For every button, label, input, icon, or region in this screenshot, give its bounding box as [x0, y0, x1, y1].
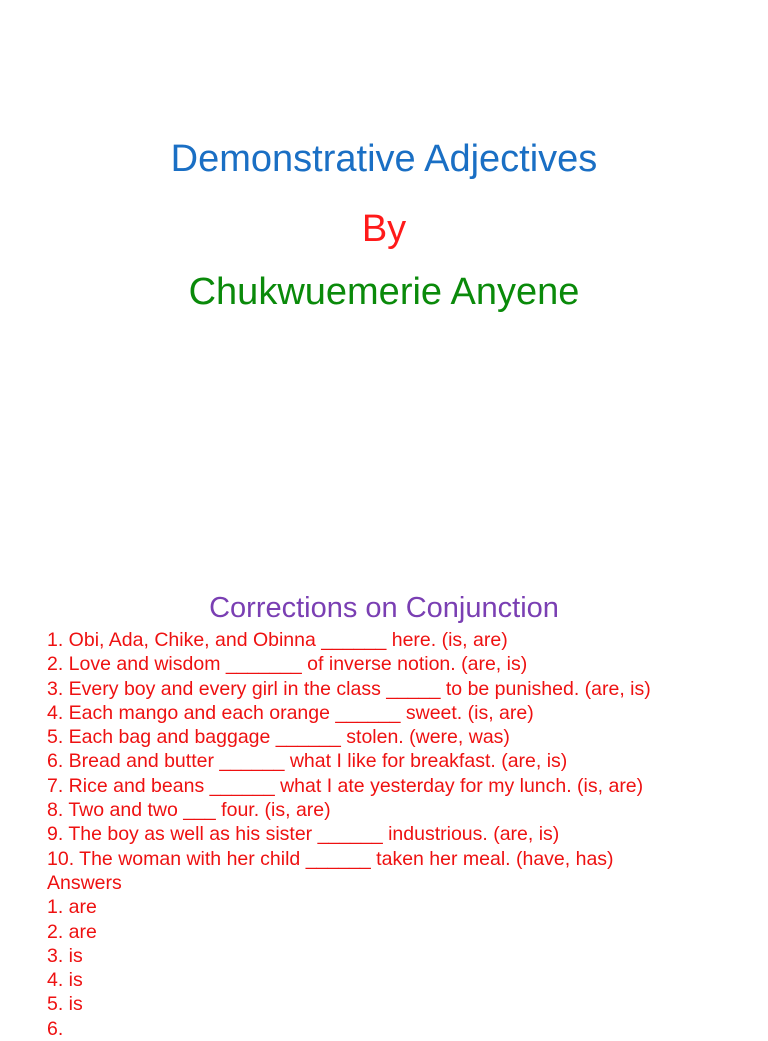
exercise-list [47, 628, 762, 1041]
answer-item: 1. are [47, 896, 97, 919]
question-item: 6. Bread and butter ______ what I like for breakfast. (are, is) [47, 750, 568, 773]
question-item: 7. Rice and beans ______ what I ate yesterday for my lunch. (is, are) [47, 774, 644, 797]
question-item: 10. The woman with her child ______ taken her meal. (have, has) [47, 847, 614, 870]
question-item: 2. Love and wisdom _______ of inverse notion. (are, is) [47, 653, 528, 676]
answer-item: 4. is [47, 969, 83, 992]
question-item: 9. The boy as well as his sister ______ industrious. (are, is) [47, 823, 560, 846]
answer-item: 5. is [47, 993, 83, 1016]
section-heading: Corrections on Conjunction [209, 592, 559, 624]
answer-item: 6. [47, 1017, 64, 1040]
question-item: 4. Each mango and each orange ______ sweet. (is, are) [47, 701, 534, 724]
byline-label: By [361, 208, 407, 250]
question-item: 5. Each bag and baggage ______ stolen. (were, was) [47, 726, 510, 749]
question-item: 3. Every boy and every girl in the class _____ to be punished. (are, is) [47, 677, 651, 700]
answer-item: 3. is [47, 944, 83, 967]
document-title: Demonstrative Adjectives [170, 138, 598, 180]
author-name: Chukwuemerie Anyene [188, 271, 580, 313]
answer-item: 2. are [47, 920, 97, 943]
question-item: 1. Obi, Ada, Chike, and Obinna ______ here. (is, are) [47, 629, 508, 651]
answers-heading: Answers [47, 871, 122, 894]
question-item: 8. Two and two ___ four. (is, are) [47, 799, 331, 822]
